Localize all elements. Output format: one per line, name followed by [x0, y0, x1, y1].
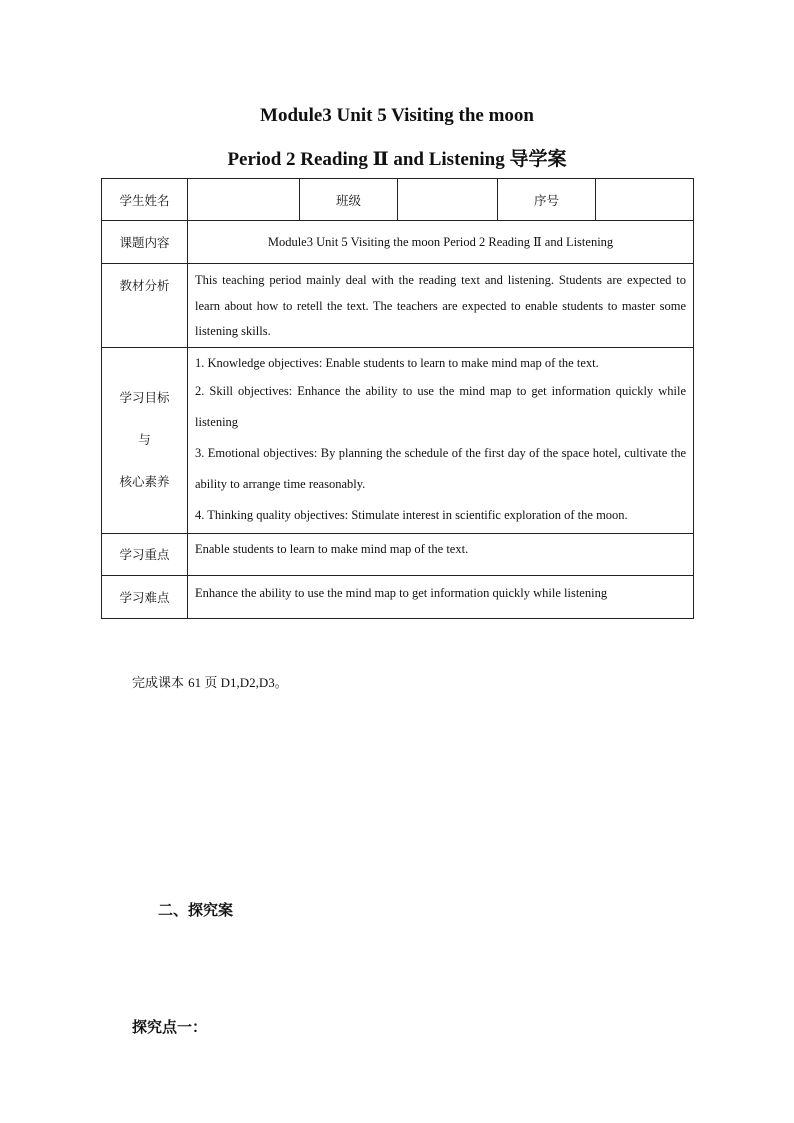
table-row-student	[102, 179, 694, 221]
student-name-label: 学生姓名	[102, 179, 188, 221]
objective-knowledge: 1. Knowledge objectives: Enable students to learn to make mind map of the text.	[195, 355, 599, 370]
section-explore-point-1: 探究点一：	[132, 1018, 208, 1036]
objectives-label-line3: 核心素养	[119, 474, 170, 489]
objective-skill: 2. Skill objectives: Enhance the ability to use the mind map to get information quickly while listening	[195, 383, 686, 429]
document-subtitle	[0, 147, 794, 172]
subtitle-chinese: 导学案	[509, 148, 567, 170]
table-row-analysis	[102, 264, 694, 348]
objectives-list	[188, 347, 694, 533]
table-row-difficulty	[102, 575, 694, 618]
document-title: Module3 Unit 5 Visiting the moon	[260, 105, 534, 126]
subtitle-english: Period 2 Reading Ⅱ and Listening	[227, 149, 510, 170]
task-pages: 61 页 D1,D2,D3。	[188, 675, 288, 690]
section-explore-title: 二、探究案	[158, 901, 234, 919]
objective-thinking: 4. Thinking quality objectives: Stimulate interest in scientific exploration of the moon.	[195, 507, 628, 522]
task-prefix: 完成课本	[132, 676, 189, 691]
analysis-text: This teaching period mainly deal with the reading text and listening. Students are expected to learn about how to retell the text. The teachers are expected to enable students to master some listening skills.	[188, 264, 694, 348]
key-point-label: 学习重点	[102, 533, 188, 575]
table-row-objectives	[102, 347, 694, 533]
table-row-key-point	[102, 533, 694, 575]
task-instruction	[132, 672, 288, 691]
analysis-label: 教材分析	[102, 264, 188, 348]
topic-value: Module3 Unit 5 Visiting the moon Period 2 Reading Ⅱ and Listening	[188, 221, 694, 264]
number-field[interactable]	[596, 179, 694, 221]
class-field[interactable]	[398, 179, 498, 221]
objectives-label-line1: 学习目标	[119, 390, 170, 405]
key-point-text: Enable students to learn to make mind map of the text.	[188, 533, 694, 575]
objective-emotional: 3. Emotional objectives: By planning the schedule of the first day of the space hotel, cultivate the ability to arrange time reasonably.	[195, 445, 686, 491]
objectives-label	[102, 347, 188, 533]
student-name-field[interactable]	[188, 179, 300, 221]
number-label: 序号	[498, 179, 596, 221]
topic-label: 课题内容	[102, 221, 188, 264]
table-row-topic	[102, 221, 694, 264]
lesson-info-table	[101, 178, 694, 619]
class-label: 班级	[300, 179, 398, 221]
difficulty-label: 学习难点	[102, 575, 188, 618]
objectives-label-line2: 与	[138, 432, 151, 447]
difficulty-text: Enhance the ability to use the mind map to get information quickly while listening	[188, 575, 694, 618]
